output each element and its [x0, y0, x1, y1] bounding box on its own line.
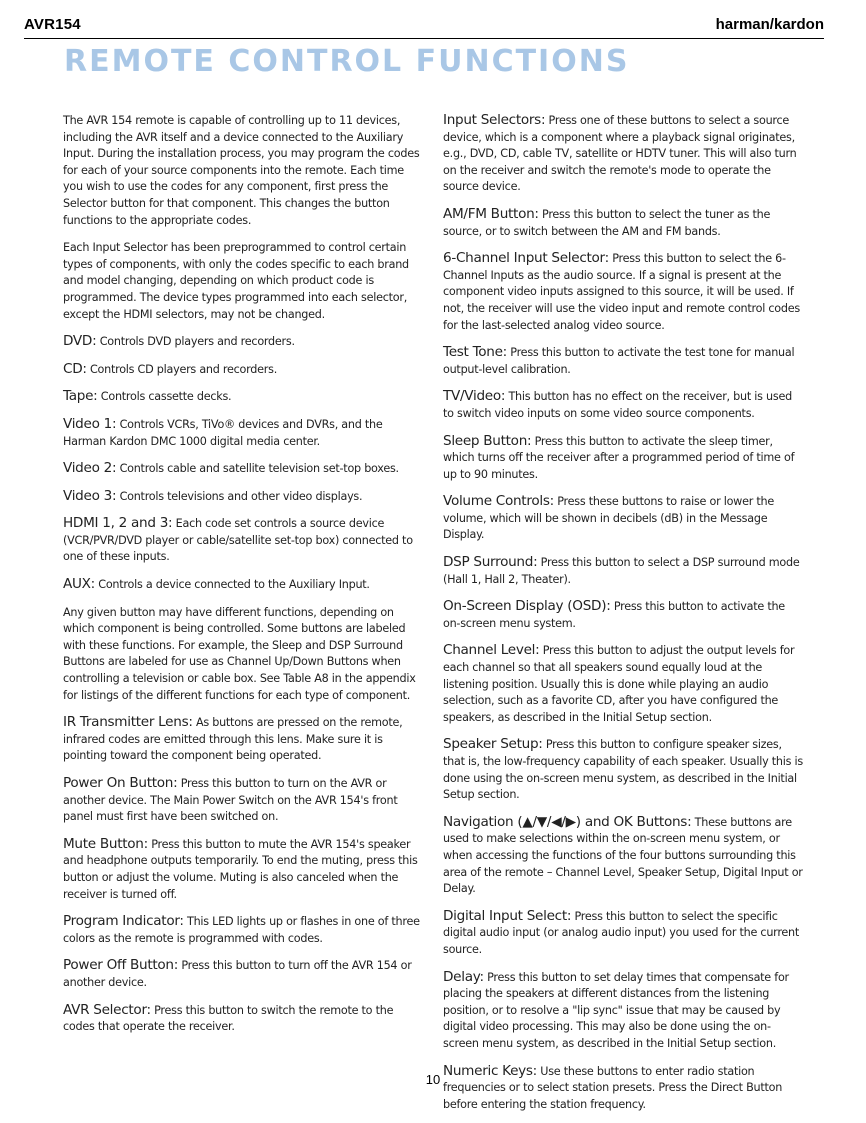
- paragraph: [63, 576, 425, 594]
- left-column: [63, 112, 425, 1046]
- term-label: AM/FM Button:: [443, 205, 539, 222]
- term-label: Video 2:: [63, 460, 117, 477]
- header-brand-logo: harman/kardon: [715, 16, 824, 33]
- paragraph: [443, 250, 805, 334]
- paragraph: [63, 488, 425, 506]
- term-label: Delay:: [443, 968, 484, 985]
- paragraph-text: Press this button to switch the remote to the codes that operate the receiver.: [63, 1003, 394, 1034]
- paragraph-text: These buttons are used to make selections within the on-screen menu system, or when accessing the functions of the four buttons surrounding this area of the remote – Channel Level, Speaker Setup, Digital Input or Delay.: [443, 815, 803, 896]
- paragraph-text: As buttons are pressed on the remote, infrared codes are emitted through this lens. Make sure it is pointing toward the component being operated.: [63, 716, 403, 763]
- term-label: Digital Input Select:: [443, 907, 572, 924]
- paragraph: [63, 460, 425, 478]
- term-label: Volume Controls:: [443, 493, 554, 510]
- paragraph-text: Controls cable and satellite television set-top boxes.: [119, 462, 399, 476]
- term-label: DSP Surround:: [443, 554, 538, 571]
- paragraph-text: Any given button may have different functions, depending on which component is being controlled. Some buttons are labeled with these functions. For example, the Sleep and DSP Surround Buttons are labeled for use as Channel Up/Down Buttons when controlling a television or cable box. See Table A8 in the appendix for listings of the different functions for each type of component.: [63, 605, 416, 702]
- paragraph: [63, 604, 425, 705]
- paragraph-text: Controls VCRs, TiVo® devices and DVRs, and the Harman Kardon DMC 1000 digital media center.: [63, 417, 383, 448]
- paragraph: [63, 416, 425, 450]
- paragraph-text: Each code set controls a source device (VCR/PVR/DVD player or cable/satellite set-top box) connected to one of these inputs.: [63, 517, 413, 564]
- term-label: Program Indicator:: [63, 913, 184, 930]
- term-label: Power Off Button:: [63, 957, 179, 974]
- term-label: On-Screen Display (OSD):: [443, 598, 611, 615]
- paragraph-text: Press this button to select a DSP surround mode (Hall 1, Hall 2, Theater).: [443, 556, 800, 586]
- paragraph: [63, 333, 425, 351]
- paragraph-text: Press this button to select the tuner as the source, or to switch between the AM and FM bands.: [443, 207, 771, 238]
- paragraph: [443, 554, 805, 588]
- paragraph: [63, 957, 425, 991]
- term-label: Power On Button:: [63, 775, 178, 791]
- term-label: Input Selectors:: [443, 112, 546, 128]
- paragraph: [63, 388, 425, 406]
- term-label: AUX:: [63, 576, 95, 593]
- paragraph-text: Controls CD players and recorders.: [89, 362, 278, 376]
- paragraph-text: Press this button to configure speaker sizes, that is, the low-frequency capability of each speaker. Usually this is done using the on-screen menu system, as described in the Initial Setup section.: [443, 738, 803, 802]
- term-label: Mute Button:: [63, 835, 148, 852]
- term-label: HDMI 1, 2 and 3:: [63, 515, 173, 532]
- paragraph: [443, 908, 805, 959]
- paragraph: [443, 1063, 805, 1114]
- right-column: [443, 112, 805, 1123]
- paragraph-text: Press this button to adjust the output levels for each channel so that all speakers sound equally loud at the listening position. Usually this is done while playing an audio selection, such as a favorite CD, after you have configured the speakers, as described in the Initial Setup section.: [443, 644, 795, 724]
- paragraph: [443, 388, 805, 422]
- paragraph-text: Press this button to select the 6-Channel Inputs as the audio source. If a signal is present at the component video inputs assigned to this source, it will be used. If not, the receiver will use the video input and remote control codes for the last-selected analog video source.: [443, 252, 800, 332]
- paragraph-text: Press this button to turn on the AVR or another device. The Main Power Switch on the AVR 154's front panel must first have been switched on.: [63, 777, 398, 824]
- paragraph: [443, 969, 805, 1053]
- term-label: IR Transmitter Lens:: [63, 714, 193, 731]
- paragraph-text: Press this button to activate the test tone for manual output-level calibration.: [443, 346, 795, 376]
- paragraph: [443, 736, 805, 803]
- page-number: 10: [425, 1072, 441, 1087]
- paragraph-text: This LED lights up or flashes in one of three colors as the remote is programmed with codes.: [63, 915, 420, 945]
- term-label: Video 1:: [63, 415, 117, 432]
- term-label: Numeric Keys:: [443, 1062, 537, 1079]
- paragraph-text: Press this button to mute the AVR 154's speaker and headphone outputs temporarily. To end the muting, press this button or adjust the volume. Muting is also canceled when the receiver is turned off.: [63, 837, 418, 901]
- paragraph-text: Press this button to activate the sleep timer, which turns off the receiver after a programmed period of time of up to 90 minutes.: [443, 434, 795, 481]
- paragraph: [63, 775, 425, 826]
- paragraph: [443, 493, 805, 544]
- paragraph: [443, 206, 805, 240]
- paragraph: [63, 913, 425, 947]
- term-label: Channel Level:: [443, 642, 540, 659]
- paragraph: [63, 836, 425, 903]
- term-label: Video 3:: [63, 487, 117, 504]
- paragraph-text: Controls a device connected to the Auxiliary Input.: [98, 578, 370, 592]
- header-model-name: AVR154: [24, 16, 81, 33]
- paragraph-text: Press this button to turn off the AVR 154 or another device.: [63, 959, 412, 989]
- paragraph: [443, 598, 805, 632]
- paragraph-text: This button has no effect on the receiver, but is used to switch video inputs on some video source components.: [443, 390, 792, 420]
- paragraph-text: Press this button to set delay times that compensate for placing the speakers at different distances from the listening position, or to resolve a "lip sync" issue that may be caused by digital video processing. This may also be done using the on-screen menu system, as described in the Initial Setup section.: [443, 970, 789, 1050]
- paragraph: [443, 642, 805, 726]
- paragraph-text: Each Input Selector has been preprogrammed to control certain types of components, with only the codes specific to each brand and model changing, depending on which product code is programmed. The device types programmed into each selector, except the HDMI selectors, may not be changed.: [63, 241, 409, 321]
- term-label: AVR Selector:: [63, 1001, 151, 1018]
- term-label: TV/Video:: [443, 388, 506, 405]
- term-label: CD:: [63, 360, 87, 377]
- paragraph: [63, 112, 425, 229]
- paragraph: [443, 433, 805, 484]
- paragraph: [63, 239, 425, 323]
- paragraph-text: Use these buttons to enter radio station frequencies or to select station presets. Press the Direct Button before entering the station frequency.: [443, 1064, 783, 1111]
- paragraph-text: Controls cassette decks.: [100, 390, 232, 404]
- paragraph: [63, 1002, 425, 1036]
- paragraph: [443, 814, 805, 898]
- paragraph: [443, 344, 805, 378]
- page-title: REMOTE CONTROL FUNCTIONS: [64, 44, 630, 79]
- paragraph-text: The AVR 154 remote is capable of controlling up to 11 devices, including the AVR itself and a device connected to the Auxiliary Input. During the installation process, you may program the codes for each of your source components into the remote. Each time you wish to use the codes for any component, first press the Selector button for that component. This changes the button functions to the appropriate codes.: [63, 114, 420, 227]
- paragraph: [63, 714, 425, 765]
- paragraph-text: Press this button to select the specific digital audio input (or analog audio input) you used for the current source.: [443, 909, 800, 956]
- paragraph-text: Press one of these buttons to select a source device, which is a component where a playback signal originates, e.g., DVD, CD, cable TV, satellite or HDTV tuner. This will also turn on the receiver and switch the remote's mode to operate the source device.: [443, 114, 797, 194]
- paragraph-text: Controls DVD players and recorders.: [99, 335, 295, 349]
- term-label: Navigation (▲/▼/◀/▶) and OK Buttons:: [443, 813, 692, 830]
- term-label: Test Tone:: [443, 344, 507, 361]
- term-label: DVD:: [63, 333, 97, 350]
- paragraph: [63, 515, 425, 566]
- term-label: Speaker Setup:: [443, 736, 543, 753]
- term-label: Tape:: [63, 388, 98, 405]
- term-label: 6-Channel Input Selector:: [443, 250, 609, 267]
- paragraph: [443, 112, 805, 196]
- header-divider: [24, 38, 824, 39]
- paragraph-text: Press these buttons to raise or lower the volume, which will be shown in decibels (dB) in the Message Display.: [443, 495, 774, 542]
- paragraph: [63, 361, 425, 379]
- paragraph-text: Controls televisions and other video displays.: [119, 489, 363, 503]
- term-label: Sleep Button:: [443, 432, 532, 449]
- paragraph-text: Press this button to activate the on-screen menu system.: [443, 600, 785, 630]
